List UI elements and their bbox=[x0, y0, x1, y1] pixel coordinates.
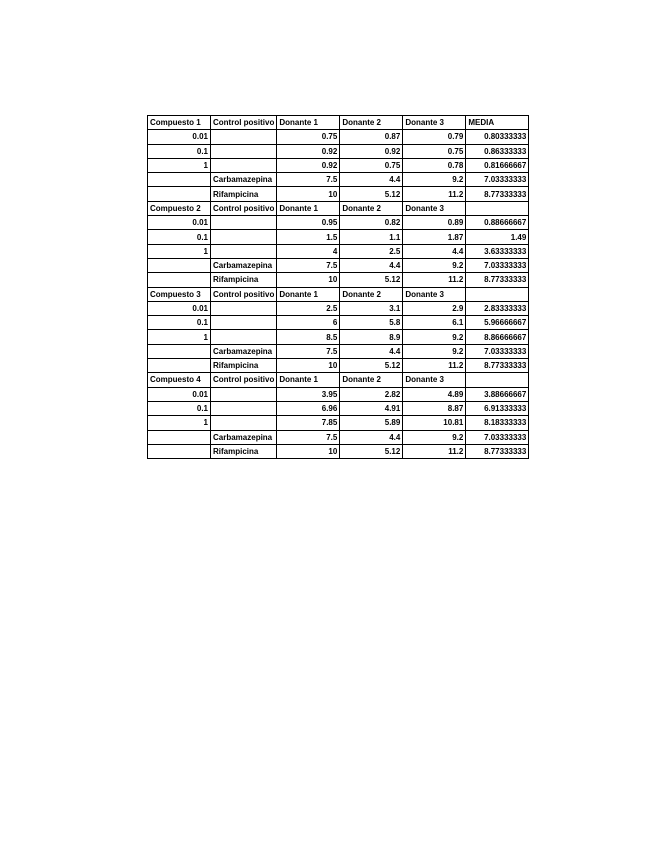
cell-donor-1: 10 bbox=[277, 273, 340, 287]
cell-positive-control: Carbamazepina bbox=[211, 258, 277, 272]
cell-positive-control: Carbamazepina bbox=[211, 344, 277, 358]
cell-compound: 1 bbox=[148, 244, 211, 258]
cell-compound: 0.1 bbox=[148, 144, 211, 158]
cell-donor-2: 4.4 bbox=[340, 430, 403, 444]
cell-compound bbox=[148, 258, 211, 272]
cell-donor-2: 5.12 bbox=[340, 187, 403, 201]
cell-donor-1: 0.75 bbox=[277, 130, 340, 144]
cell-donor-1: 2.5 bbox=[277, 301, 340, 315]
cell-donor-1: 7.5 bbox=[277, 344, 340, 358]
cell-donor-3: 11.2 bbox=[403, 273, 466, 287]
table-row bbox=[148, 216, 529, 230]
cell-compound: 0.1 bbox=[148, 316, 211, 330]
cell-donor-2: 2.82 bbox=[340, 387, 403, 401]
cell-donor-1: 10 bbox=[277, 359, 340, 373]
header-cell-donor-3: Donante 3 bbox=[403, 116, 466, 130]
table-row bbox=[148, 130, 529, 144]
table-row bbox=[148, 244, 529, 258]
cell-donor-1: 7.85 bbox=[277, 416, 340, 430]
header-cell-mean bbox=[466, 201, 529, 215]
cell-donor-2: 0.92 bbox=[340, 144, 403, 158]
header-cell-positive-control: Control positivo bbox=[211, 116, 277, 130]
cell-positive-control: Rifampicina bbox=[211, 359, 277, 373]
cell-donor-2: 5.8 bbox=[340, 316, 403, 330]
cell-donor-1: 7.5 bbox=[277, 430, 340, 444]
cell-donor-2: 5.12 bbox=[340, 444, 403, 458]
table-row bbox=[148, 387, 529, 401]
table-row bbox=[148, 301, 529, 315]
cell-compound bbox=[148, 344, 211, 358]
cell-compound: 0.1 bbox=[148, 401, 211, 415]
cell-donor-1: 6 bbox=[277, 316, 340, 330]
cell-mean: 3.63333333 bbox=[466, 244, 529, 258]
cell-donor-2: 0.87 bbox=[340, 130, 403, 144]
header-cell-mean bbox=[466, 373, 529, 387]
cell-mean: 8.77333333 bbox=[466, 359, 529, 373]
cell-mean: 1.49 bbox=[466, 230, 529, 244]
cell-compound bbox=[148, 359, 211, 373]
cell-positive-control bbox=[211, 330, 277, 344]
header-cell-donor-3: Donante 3 bbox=[403, 201, 466, 215]
cell-compound: 1 bbox=[148, 158, 211, 172]
table-row bbox=[148, 158, 529, 172]
cell-mean: 2.83333333 bbox=[466, 301, 529, 315]
table-row bbox=[148, 444, 529, 458]
cell-donor-3: 9.2 bbox=[403, 173, 466, 187]
cell-donor-2: 0.82 bbox=[340, 216, 403, 230]
cell-mean: 8.77333333 bbox=[466, 187, 529, 201]
cell-donor-2: 0.75 bbox=[340, 158, 403, 172]
table-row bbox=[148, 416, 529, 430]
cell-positive-control bbox=[211, 158, 277, 172]
cell-mean: 0.88666667 bbox=[466, 216, 529, 230]
cell-donor-2: 3.1 bbox=[340, 301, 403, 315]
cell-donor-2: 4.4 bbox=[340, 258, 403, 272]
header-cell-donor-2: Donante 2 bbox=[340, 287, 403, 301]
cell-donor-1: 0.95 bbox=[277, 216, 340, 230]
header-cell-compound: Compuesto 1 bbox=[148, 116, 211, 130]
header-cell-compound: Compuesto 3 bbox=[148, 287, 211, 301]
cell-donor-1: 7.5 bbox=[277, 173, 340, 187]
cell-donor-3: 0.75 bbox=[403, 144, 466, 158]
header-cell-positive-control: Control positivo bbox=[211, 373, 277, 387]
cell-donor-3: 4.89 bbox=[403, 387, 466, 401]
table-row bbox=[148, 316, 529, 330]
cell-donor-3: 9.2 bbox=[403, 344, 466, 358]
cell-positive-control bbox=[211, 416, 277, 430]
cell-donor-3: 9.2 bbox=[403, 258, 466, 272]
table-row bbox=[148, 359, 529, 373]
cell-positive-control bbox=[211, 244, 277, 258]
cell-positive-control bbox=[211, 387, 277, 401]
header-cell-donor-1: Donante 1 bbox=[277, 287, 340, 301]
cell-compound: 0.01 bbox=[148, 130, 211, 144]
table-row bbox=[148, 330, 529, 344]
cell-mean: 8.86666667 bbox=[466, 330, 529, 344]
table-header-row bbox=[148, 287, 529, 301]
cell-donor-1: 0.92 bbox=[277, 158, 340, 172]
cell-donor-2: 5.12 bbox=[340, 273, 403, 287]
cell-positive-control bbox=[211, 144, 277, 158]
cell-compound: 1 bbox=[148, 416, 211, 430]
cell-donor-1: 7.5 bbox=[277, 258, 340, 272]
cell-donor-3: 4.4 bbox=[403, 244, 466, 258]
cell-positive-control bbox=[211, 301, 277, 315]
cell-positive-control bbox=[211, 130, 277, 144]
cell-compound: 0.01 bbox=[148, 216, 211, 230]
table-row bbox=[148, 344, 529, 358]
cell-donor-2: 5.12 bbox=[340, 359, 403, 373]
cell-compound: 0.1 bbox=[148, 230, 211, 244]
cell-mean: 7.03333333 bbox=[466, 258, 529, 272]
cell-mean: 6.91333333 bbox=[466, 401, 529, 415]
cell-positive-control bbox=[211, 401, 277, 415]
table-row bbox=[148, 401, 529, 415]
cell-mean: 7.03333333 bbox=[466, 173, 529, 187]
header-cell-donor-1: Donante 1 bbox=[277, 201, 340, 215]
cell-donor-3: 11.2 bbox=[403, 444, 466, 458]
cell-compound bbox=[148, 187, 211, 201]
cell-donor-3: 2.9 bbox=[403, 301, 466, 315]
cell-positive-control: Rifampicina bbox=[211, 273, 277, 287]
cell-mean: 0.80333333 bbox=[466, 130, 529, 144]
cell-donor-3: 9.2 bbox=[403, 430, 466, 444]
cell-mean: 3.88666667 bbox=[466, 387, 529, 401]
header-cell-donor-2: Donante 2 bbox=[340, 373, 403, 387]
cell-positive-control: Rifampicina bbox=[211, 444, 277, 458]
cell-mean: 7.03333333 bbox=[466, 430, 529, 444]
cell-positive-control bbox=[211, 316, 277, 330]
cell-donor-3: 8.87 bbox=[403, 401, 466, 415]
cell-donor-1: 3.95 bbox=[277, 387, 340, 401]
table-body bbox=[148, 116, 529, 459]
cell-donor-2: 4.4 bbox=[340, 173, 403, 187]
header-cell-donor-3: Donante 3 bbox=[403, 373, 466, 387]
table-row bbox=[148, 430, 529, 444]
cell-compound: 1 bbox=[148, 330, 211, 344]
cell-compound bbox=[148, 173, 211, 187]
cell-compound bbox=[148, 273, 211, 287]
cell-positive-control: Carbamazepina bbox=[211, 173, 277, 187]
cell-positive-control bbox=[211, 230, 277, 244]
cell-donor-3: 11.2 bbox=[403, 187, 466, 201]
cell-donor-2: 4.91 bbox=[340, 401, 403, 415]
cell-compound: 0.01 bbox=[148, 387, 211, 401]
cell-donor-3: 1.87 bbox=[403, 230, 466, 244]
cell-donor-3: 0.89 bbox=[403, 216, 466, 230]
header-cell-compound: Compuesto 4 bbox=[148, 373, 211, 387]
table-row bbox=[148, 230, 529, 244]
cell-mean: 0.86333333 bbox=[466, 144, 529, 158]
table-row bbox=[148, 258, 529, 272]
cell-mean: 8.77333333 bbox=[466, 444, 529, 458]
cell-donor-3: 9.2 bbox=[403, 330, 466, 344]
cell-donor-3: 10.81 bbox=[403, 416, 466, 430]
header-cell-mean bbox=[466, 287, 529, 301]
table-header-row bbox=[148, 116, 529, 130]
cell-mean: 8.77333333 bbox=[466, 273, 529, 287]
data-table bbox=[147, 115, 529, 459]
table-row bbox=[148, 173, 529, 187]
cell-donor-1: 10 bbox=[277, 444, 340, 458]
cell-donor-1: 8.5 bbox=[277, 330, 340, 344]
header-cell-mean: MEDIA bbox=[466, 116, 529, 130]
header-cell-donor-3: Donante 3 bbox=[403, 287, 466, 301]
table-row bbox=[148, 144, 529, 158]
cell-donor-1: 1.5 bbox=[277, 230, 340, 244]
cell-compound bbox=[148, 430, 211, 444]
cell-donor-3: 0.78 bbox=[403, 158, 466, 172]
header-cell-donor-1: Donante 1 bbox=[277, 373, 340, 387]
table-header-row bbox=[148, 201, 529, 215]
cell-donor-3: 11.2 bbox=[403, 359, 466, 373]
cell-compound: 0.01 bbox=[148, 301, 211, 315]
cell-donor-3: 6.1 bbox=[403, 316, 466, 330]
cell-donor-2: 5.89 bbox=[340, 416, 403, 430]
cell-donor-2: 2.5 bbox=[340, 244, 403, 258]
header-cell-compound: Compuesto 2 bbox=[148, 201, 211, 215]
table-row bbox=[148, 187, 529, 201]
table-row bbox=[148, 273, 529, 287]
cell-positive-control: Rifampicina bbox=[211, 187, 277, 201]
header-cell-donor-2: Donante 2 bbox=[340, 201, 403, 215]
header-cell-positive-control: Control positivo bbox=[211, 201, 277, 215]
cell-mean: 0.81666667 bbox=[466, 158, 529, 172]
cell-mean: 8.18333333 bbox=[466, 416, 529, 430]
cell-donor-2: 4.4 bbox=[340, 344, 403, 358]
header-cell-donor-2: Donante 2 bbox=[340, 116, 403, 130]
cell-mean: 5.96666667 bbox=[466, 316, 529, 330]
cell-donor-2: 8.9 bbox=[340, 330, 403, 344]
table-header-row bbox=[148, 373, 529, 387]
cell-positive-control bbox=[211, 216, 277, 230]
cell-donor-1: 10 bbox=[277, 187, 340, 201]
cell-donor-3: 0.79 bbox=[403, 130, 466, 144]
cell-donor-1: 4 bbox=[277, 244, 340, 258]
cell-donor-2: 1.1 bbox=[340, 230, 403, 244]
header-cell-donor-1: Donante 1 bbox=[277, 116, 340, 130]
cell-donor-1: 6.96 bbox=[277, 401, 340, 415]
cell-donor-1: 0.92 bbox=[277, 144, 340, 158]
header-cell-positive-control: Control positivo bbox=[211, 287, 277, 301]
cell-compound bbox=[148, 444, 211, 458]
cell-positive-control: Carbamazepina bbox=[211, 430, 277, 444]
cell-mean: 7.03333333 bbox=[466, 344, 529, 358]
